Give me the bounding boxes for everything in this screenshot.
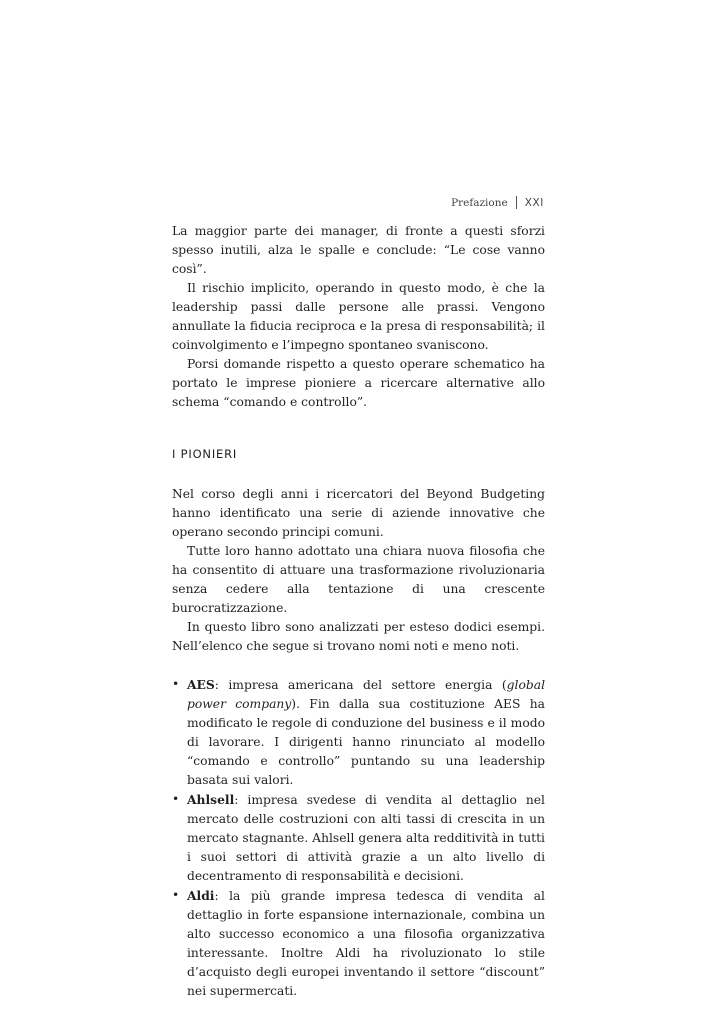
list-item-aes [172, 675, 545, 790]
list-item-ahlsell [172, 790, 545, 886]
list-item-aldi [172, 886, 545, 1001]
company-description-italic: global power company [187, 678, 545, 711]
company-name: AES [187, 677, 215, 692]
company-description-lead: : impresa americana del settore energia ( [214, 678, 507, 692]
header-section-title: Prefazione [451, 196, 508, 209]
intro-paragraph-2: Il rischio implicito, operando in questo modo, è che la leadership passi dalle persone alle prassi. Vengono annullate la fiducia reciproca e la presa di responsabilità; il coinvolgimento e l’impegno spontaneo svaniscono. [172, 281, 545, 352]
pioneers-list [172, 675, 545, 1001]
running-header [451, 196, 544, 209]
section-paragraph-3: In questo libro sono analizzati per esteso dodici esempi. Nell’elenco che segue si trovano nomi noti e meno noti. [172, 620, 545, 653]
page-number: XXI [524, 196, 544, 209]
bullet-icon: • [172, 792, 180, 806]
company-description: : la più grande impresa tedesca di vendita al dettaglio in forte espansione internazionale, combina un alto successo economico a una filosofia organizzativa interessante. Inoltre Aldi ha rivoluzionato lo stile d’acquisto degli europei inventando il settore “discount” nei supermercati. [187, 889, 545, 998]
section-paragraph-2: Tutte loro hanno adottato una chiara nuova filosofia che ha consentito di attuare una trasformazione rivoluzionaria senza cedere alla tentazione di una crescente burocratizzazione. [172, 544, 545, 615]
page-body [172, 222, 545, 1001]
bullet-icon: • [172, 677, 180, 691]
company-description: : impresa svedese di vendita al dettaglio nel mercato delle costruzioni con alti tassi di crescita in un mercato stagnante. Ahlsell genera alta redditività in tutti i suoi settori di attività grazie a un alto livello di decentramento di responsabilità e decisioni. [187, 793, 545, 883]
section-paragraph-1: Nel corso degli anni i ricercatori del Beyond Budgeting hanno identificato una serie di aziende innovative che operano secondo principi comuni. [172, 487, 545, 539]
company-description: ). Fin dalla sua costituzione AES ha modificato le regole di conduzione del business e il modo di lavorare. I dirigenti hanno rinunciato al modello “comando e controllo” puntando su una leadership basata sui valori. [187, 697, 545, 787]
intro-paragraph-1: La maggior parte dei manager, di fronte a questi sforzi spesso inutili, alza le spalle e conclude: “Le cose vanno così”. [172, 224, 545, 276]
company-name: Aldi [187, 888, 215, 903]
bullet-icon: • [172, 888, 180, 902]
header-separator [516, 196, 517, 209]
section-heading: I PIONIERI [172, 447, 238, 461]
list-spacer [172, 656, 545, 675]
intro-paragraph-3: Porsi domande rispetto a questo operare schematico ha portato le imprese pioniere a ricercare alternative allo schema “comando e controllo”. [172, 357, 545, 409]
company-name: Ahlsell [187, 792, 235, 807]
